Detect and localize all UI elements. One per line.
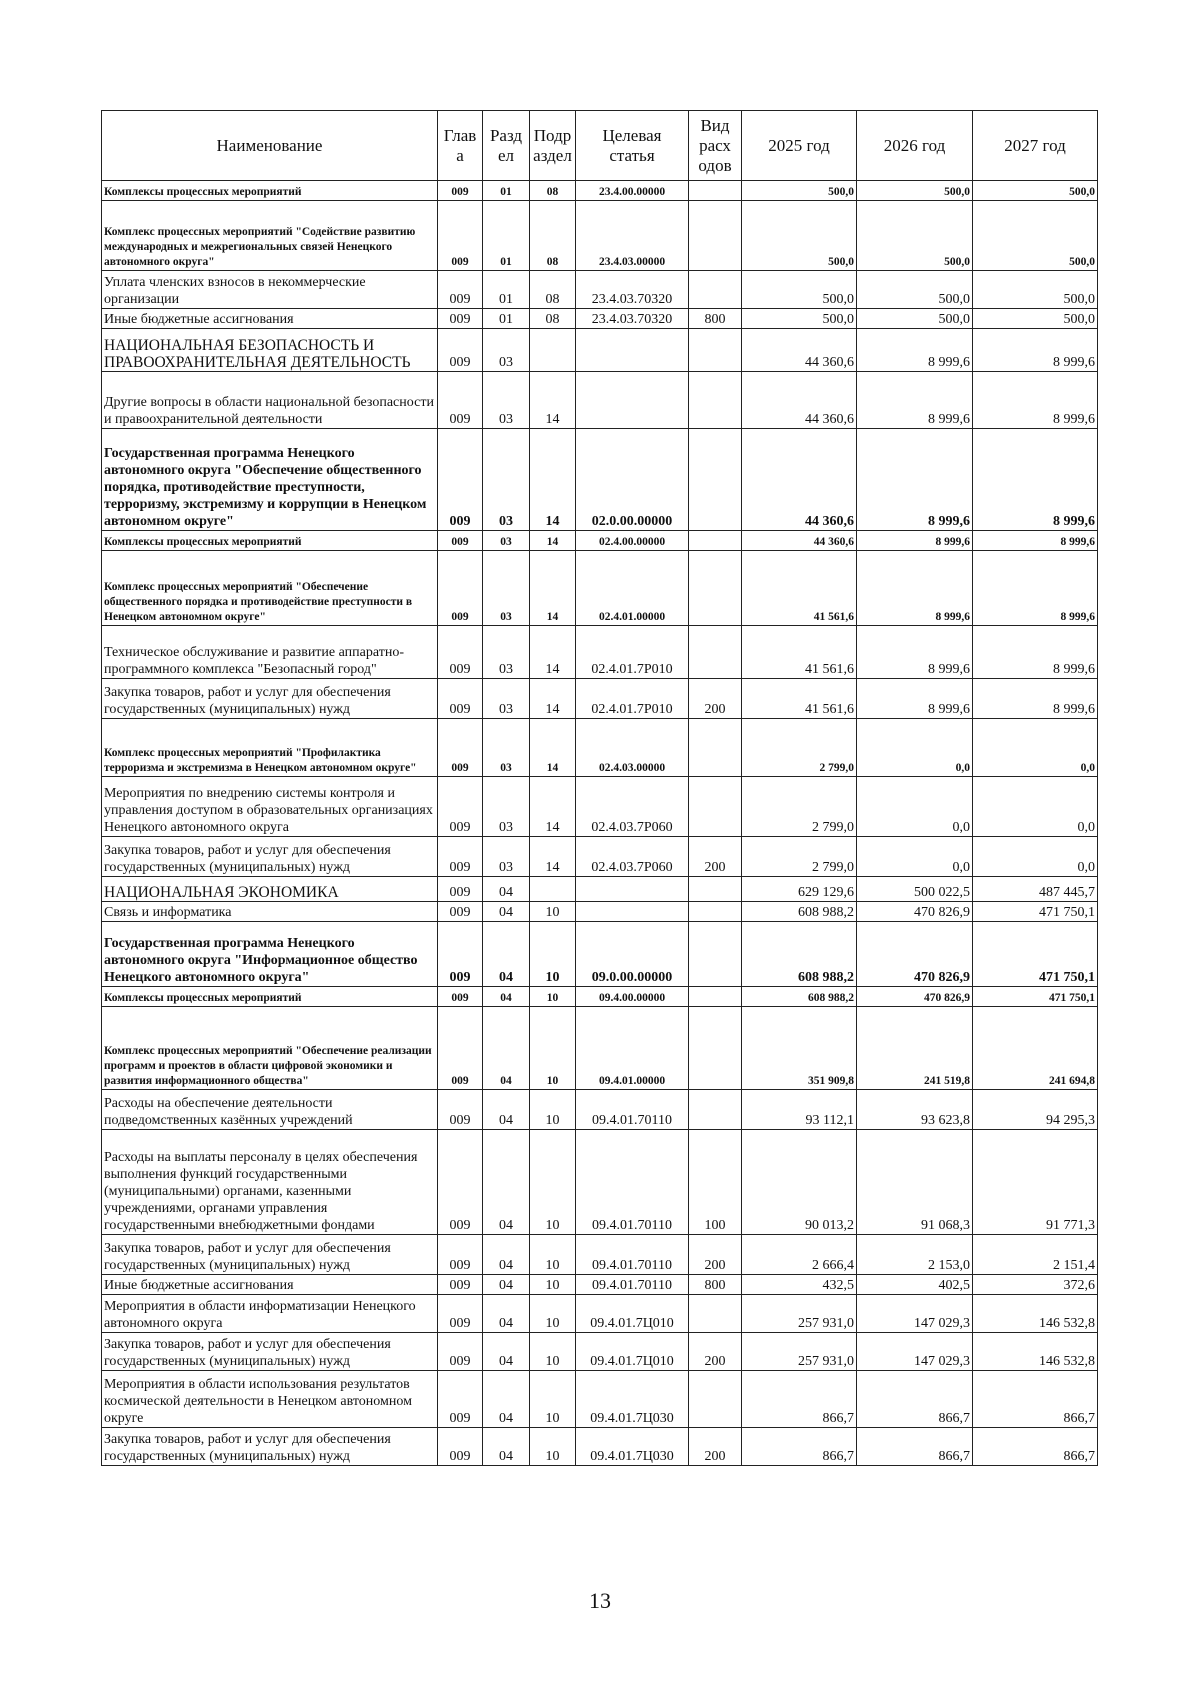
row-subsection: 14 [530,679,576,719]
row-target-article: 09.4.01.70110 [576,1130,689,1235]
row-amount-2025: 866,7 [742,1371,857,1428]
row-expense-type [689,719,742,777]
row-expense-type [689,181,742,201]
row-target-article [576,877,689,902]
row-section: 03 [483,429,530,531]
row-name: Комплекс процессных мероприятий "Обеспечение реализации программ и проектов в области цифровой экономики и развития информационного общества" [102,1007,438,1090]
table-row [102,1235,1098,1275]
row-amount-2026: 0,0 [857,837,973,877]
row-amount-2025: 500,0 [742,271,857,309]
row-section: 03 [483,531,530,551]
row-amount-2026: 8 999,6 [857,679,973,719]
row-target-article: 02.4.01.7Р010 [576,626,689,679]
table-row [102,181,1098,201]
row-subsection: 10 [530,1275,576,1295]
row-amount-2027: 487 445,7 [973,877,1098,902]
row-expense-type [689,777,742,837]
row-amount-2025: 629 129,6 [742,877,857,902]
row-name: Комплексы процессных мероприятий [102,531,438,551]
row-chapter: 009 [438,201,483,271]
row-amount-2026: 91 068,3 [857,1130,973,1235]
table-row [102,626,1098,679]
row-expense-type: 200 [689,1333,742,1371]
table-row [102,987,1098,1007]
row-chapter: 009 [438,719,483,777]
row-chapter: 009 [438,679,483,719]
table-body [102,181,1098,1466]
row-subsection [530,329,576,372]
row-chapter: 009 [438,777,483,837]
row-section: 04 [483,877,530,902]
row-subsection: 10 [530,902,576,922]
row-amount-2025: 500,0 [742,181,857,201]
row-chapter: 009 [438,902,483,922]
row-name: Техническое обслуживание и развитие аппаратно-программного комплекса "Безопасный город" [102,626,438,679]
row-section: 01 [483,271,530,309]
row-amount-2027: 8 999,6 [973,531,1098,551]
row-subsection: 10 [530,1428,576,1466]
row-amount-2027: 91 771,3 [973,1130,1098,1235]
row-amount-2027: 866,7 [973,1371,1098,1428]
row-chapter: 009 [438,329,483,372]
row-amount-2025: 608 988,2 [742,902,857,922]
row-subsection: 10 [530,1295,576,1333]
row-subsection: 10 [530,1130,576,1235]
table-row [102,201,1098,271]
row-expense-type [689,1371,742,1428]
row-name: Уплата членских взносов в некоммерческие организации [102,271,438,309]
row-amount-2027: 8 999,6 [973,626,1098,679]
row-subsection: 14 [530,531,576,551]
row-target-article: 02.4.01.00000 [576,551,689,626]
row-subsection: 10 [530,1007,576,1090]
row-target-article: 02.4.01.7Р010 [576,679,689,719]
row-amount-2026: 8 999,6 [857,626,973,679]
row-amount-2027: 372,6 [973,1275,1098,1295]
row-amount-2026: 500,0 [857,181,973,201]
row-amount-2026: 2 153,0 [857,1235,973,1275]
row-amount-2027: 500,0 [973,201,1098,271]
row-expense-type [689,922,742,987]
row-amount-2025: 41 561,6 [742,626,857,679]
row-target-article: 02.4.03.00000 [576,719,689,777]
row-chapter: 009 [438,372,483,429]
header-year-2025: 2025 год [742,111,857,181]
row-subsection: 10 [530,987,576,1007]
row-target-article [576,329,689,372]
row-amount-2025: 2 799,0 [742,837,857,877]
row-subsection: 08 [530,271,576,309]
row-name: Закупка товаров, работ и услуг для обеспечения государственных (муниципальных) нужд [102,837,438,877]
row-chapter: 009 [438,309,483,329]
table-row [102,1428,1098,1466]
table-row [102,902,1098,922]
row-amount-2027: 241 694,8 [973,1007,1098,1090]
row-amount-2025: 44 360,6 [742,531,857,551]
row-chapter: 009 [438,1295,483,1333]
row-section: 04 [483,1007,530,1090]
row-section: 04 [483,1130,530,1235]
row-amount-2027: 8 999,6 [973,551,1098,626]
row-subsection: 10 [530,1371,576,1428]
row-amount-2026: 0,0 [857,777,973,837]
row-expense-type [689,1007,742,1090]
table-row [102,777,1098,837]
row-section: 03 [483,372,530,429]
row-amount-2025: 500,0 [742,201,857,271]
row-subsection: 10 [530,1090,576,1130]
row-subsection: 14 [530,777,576,837]
row-amount-2027: 0,0 [973,777,1098,837]
row-chapter: 009 [438,1275,483,1295]
row-chapter: 009 [438,987,483,1007]
row-name: Мероприятия в области информатизации Ненецкого автономного округа [102,1295,438,1333]
row-expense-type: 200 [689,1235,742,1275]
row-chapter: 009 [438,1007,483,1090]
header-chapter: Глав а [438,111,483,181]
row-expense-type: 200 [689,837,742,877]
row-target-article: 09.4.00.00000 [576,987,689,1007]
row-amount-2025: 2 666,4 [742,1235,857,1275]
row-section: 01 [483,201,530,271]
row-amount-2026: 241 519,8 [857,1007,973,1090]
row-expense-type: 800 [689,1275,742,1295]
row-target-article: 23.4.03.70320 [576,271,689,309]
row-amount-2025: 257 931,0 [742,1295,857,1333]
row-expense-type [689,877,742,902]
row-name: Другие вопросы в области национальной безопасности и правоохранительной деятельности [102,372,438,429]
row-target-article [576,902,689,922]
row-amount-2027: 8 999,6 [973,329,1098,372]
row-amount-2026: 500,0 [857,201,973,271]
header-section: Разд ел [483,111,530,181]
row-subsection: 14 [530,551,576,626]
header-target-article: Целевая статья [576,111,689,181]
row-amount-2025: 44 360,6 [742,429,857,531]
row-chapter: 009 [438,877,483,902]
row-target-article [576,372,689,429]
row-amount-2027: 94 295,3 [973,1090,1098,1130]
table-row [102,1130,1098,1235]
row-amount-2026: 147 029,3 [857,1333,973,1371]
table-row [102,531,1098,551]
row-amount-2027: 500,0 [973,309,1098,329]
row-section: 03 [483,626,530,679]
row-chapter: 009 [438,1333,483,1371]
row-expense-type [689,372,742,429]
row-amount-2025: 608 988,2 [742,987,857,1007]
row-expense-type: 200 [689,679,742,719]
row-target-article: 09.4.01.00000 [576,1007,689,1090]
row-name: Комплексы процессных мероприятий [102,987,438,1007]
row-amount-2026: 470 826,9 [857,922,973,987]
row-section: 01 [483,181,530,201]
row-target-article: 23.4.03.00000 [576,201,689,271]
table-row [102,719,1098,777]
row-amount-2027: 471 750,1 [973,902,1098,922]
row-section: 04 [483,1295,530,1333]
row-name: Комплексы процессных мероприятий [102,181,438,201]
row-amount-2025: 2 799,0 [742,719,857,777]
table-row [102,309,1098,329]
row-target-article: 09.0.00.00000 [576,922,689,987]
table-row [102,429,1098,531]
table-row [102,1007,1098,1090]
row-amount-2025: 41 561,6 [742,551,857,626]
row-amount-2026: 93 623,8 [857,1090,973,1130]
row-subsection: 14 [530,626,576,679]
row-chapter: 009 [438,551,483,626]
row-amount-2025: 257 931,0 [742,1333,857,1371]
row-chapter: 009 [438,181,483,201]
row-section: 01 [483,309,530,329]
row-chapter: 009 [438,429,483,531]
row-chapter: 009 [438,1235,483,1275]
row-chapter: 009 [438,837,483,877]
row-expense-type [689,551,742,626]
row-name: Закупка товаров, работ и услуг для обеспечения государственных (муниципальных) нужд [102,1428,438,1466]
row-amount-2025: 2 799,0 [742,777,857,837]
row-expense-type [689,1295,742,1333]
row-section: 03 [483,329,530,372]
row-section: 03 [483,679,530,719]
row-name: Закупка товаров, работ и услуг для обеспечения государственных (муниципальных) нужд [102,1333,438,1371]
row-expense-type [689,626,742,679]
row-name: НАЦИОНАЛЬНАЯ БЕЗОПАСНОСТЬ И ПРАВООХРАНИТЕЛЬНАЯ ДЕЯТЕЛЬНОСТЬ [102,329,438,372]
row-expense-type [689,329,742,372]
row-name: Иные бюджетные ассигнования [102,1275,438,1295]
row-target-article: 09.4.01.7Ц010 [576,1333,689,1371]
table-header-row [102,111,1098,181]
row-chapter: 009 [438,271,483,309]
row-target-article: 02.4.00.00000 [576,531,689,551]
table-row [102,679,1098,719]
row-chapter: 009 [438,922,483,987]
row-expense-type [689,1090,742,1130]
row-target-article: 09.4.01.7Ц010 [576,1295,689,1333]
row-name: Государственная программа Ненецкого автономного округа "Обеспечение общественного порядка, противодействие преступности, терроризму, экстремизму и коррупции в Ненецком автономном округе" [102,429,438,531]
table-row [102,1295,1098,1333]
row-amount-2025: 432,5 [742,1275,857,1295]
table-row [102,271,1098,309]
row-expense-type: 100 [689,1130,742,1235]
header-subsection: Подр аздел [530,111,576,181]
table-row [102,1333,1098,1371]
row-name: Государственная программа Ненецкого автономного округа "Информационное общество Ненецкого автономного округа" [102,922,438,987]
row-section: 03 [483,777,530,837]
table-row [102,922,1098,987]
page-number: 13 [589,1588,611,1613]
row-expense-type [689,429,742,531]
row-expense-type: 200 [689,1428,742,1466]
row-amount-2026: 8 999,6 [857,551,973,626]
row-section: 04 [483,1371,530,1428]
row-section: 04 [483,922,530,987]
row-amount-2025: 93 112,1 [742,1090,857,1130]
row-chapter: 009 [438,1090,483,1130]
row-amount-2026: 147 029,3 [857,1295,973,1333]
row-amount-2026: 866,7 [857,1371,973,1428]
row-amount-2026: 500,0 [857,271,973,309]
row-name: Мероприятия по внедрению системы контроля и управления доступом в образовательных организациях Ненецкого автономного округа [102,777,438,837]
table-row [102,1371,1098,1428]
row-amount-2027: 471 750,1 [973,922,1098,987]
row-subsection: 14 [530,372,576,429]
row-target-article: 02.4.03.7Р060 [576,837,689,877]
row-amount-2025: 44 360,6 [742,329,857,372]
row-target-article: 23.4.03.70320 [576,309,689,329]
row-expense-type [689,201,742,271]
row-amount-2025: 90 013,2 [742,1130,857,1235]
row-expense-type [689,531,742,551]
row-section: 04 [483,1428,530,1466]
row-chapter: 009 [438,1130,483,1235]
row-amount-2026: 866,7 [857,1428,973,1466]
row-subsection: 08 [530,201,576,271]
row-subsection: 10 [530,1235,576,1275]
row-section: 04 [483,1275,530,1295]
table-row [102,1275,1098,1295]
row-target-article: 09.4.01.7Ц030 [576,1371,689,1428]
table-row [102,551,1098,626]
row-amount-2026: 500 022,5 [857,877,973,902]
row-expense-type [689,987,742,1007]
row-amount-2025: 500,0 [742,309,857,329]
row-chapter: 009 [438,531,483,551]
row-amount-2027: 0,0 [973,719,1098,777]
row-amount-2025: 44 360,6 [742,372,857,429]
row-amount-2026: 402,5 [857,1275,973,1295]
row-name: Комплекс процессных мероприятий "Содействие развитию международных и межрегиональных связей Ненецкого автономного округа" [102,201,438,271]
row-subsection: 10 [530,1333,576,1371]
row-chapter: 009 [438,1428,483,1466]
row-expense-type [689,271,742,309]
row-amount-2027: 146 532,8 [973,1333,1098,1371]
row-name: Закупка товаров, работ и услуг для обеспечения государственных (муниципальных) нужд [102,679,438,719]
row-expense-type: 800 [689,309,742,329]
row-amount-2026: 470 826,9 [857,902,973,922]
row-chapter: 009 [438,1371,483,1428]
row-amount-2027: 8 999,6 [973,429,1098,531]
row-amount-2026: 8 999,6 [857,429,973,531]
row-target-article: 02.0.00.00000 [576,429,689,531]
row-section: 04 [483,902,530,922]
row-amount-2026: 470 826,9 [857,987,973,1007]
row-target-article: 02.4.03.7Р060 [576,777,689,837]
row-amount-2025: 351 909,8 [742,1007,857,1090]
table-row [102,837,1098,877]
row-amount-2026: 500,0 [857,309,973,329]
row-amount-2025: 41 561,6 [742,679,857,719]
row-target-article: 09.4.01.70110 [576,1090,689,1130]
row-section: 04 [483,987,530,1007]
row-subsection: 14 [530,429,576,531]
table-row [102,329,1098,372]
row-name: Расходы на обеспечение деятельности подведомственных казённых учреждений [102,1090,438,1130]
row-amount-2027: 8 999,6 [973,679,1098,719]
row-target-article: 09.4.01.7Ц030 [576,1428,689,1466]
row-subsection: 08 [530,309,576,329]
row-amount-2026: 8 999,6 [857,329,973,372]
row-target-article: 09.4.01.70110 [576,1235,689,1275]
row-target-article: 09.4.01.70110 [576,1275,689,1295]
row-amount-2027: 866,7 [973,1428,1098,1466]
row-name: Мероприятия в области использования результатов космической деятельности в Ненецком автономном округе [102,1371,438,1428]
row-amount-2027: 2 151,4 [973,1235,1098,1275]
table-row [102,372,1098,429]
row-target-article: 23.4.00.00000 [576,181,689,201]
row-amount-2025: 608 988,2 [742,922,857,987]
row-name: НАЦИОНАЛЬНАЯ ЭКОНОМИКА [102,877,438,902]
row-chapter: 009 [438,626,483,679]
row-section: 04 [483,1333,530,1371]
row-amount-2027: 500,0 [973,181,1098,201]
row-amount-2027: 500,0 [973,271,1098,309]
row-amount-2027: 146 532,8 [973,1295,1098,1333]
row-amount-2027: 8 999,6 [973,372,1098,429]
row-amount-2026: 0,0 [857,719,973,777]
header-year-2027: 2027 год [973,111,1098,181]
row-amount-2027: 0,0 [973,837,1098,877]
row-subsection: 14 [530,719,576,777]
row-amount-2026: 8 999,6 [857,372,973,429]
row-subsection: 10 [530,922,576,987]
row-name: Расходы на выплаты персоналу в целях обеспечения выполнения функций государственными (муниципальными) органами, казенными учреждениями, органами управления государственными внебюджетными фондами [102,1130,438,1235]
row-expense-type [689,902,742,922]
row-amount-2026: 8 999,6 [857,531,973,551]
row-section: 03 [483,551,530,626]
budget-table [101,110,1098,1466]
row-subsection: 14 [530,837,576,877]
table-row [102,1090,1098,1130]
row-subsection: 08 [530,181,576,201]
header-expense-type: Вид расх одов [689,111,742,181]
row-section: 04 [483,1235,530,1275]
row-amount-2025: 866,7 [742,1428,857,1466]
row-name: Иные бюджетные ассигнования [102,309,438,329]
header-name: Наименование [102,111,438,181]
row-amount-2027: 471 750,1 [973,987,1098,1007]
row-section: 03 [483,837,530,877]
row-name: Комплекс процессных мероприятий "Обеспечение общественного порядка и противодействие преступности в Ненецком автономном округе" [102,551,438,626]
row-name: Связь и информатика [102,902,438,922]
row-name: Закупка товаров, работ и услуг для обеспечения государственных (муниципальных) нужд [102,1235,438,1275]
row-name: Комплекс процессных мероприятий "Профилактика терроризма и экстремизма в Ненецком автономном округе" [102,719,438,777]
row-subsection [530,877,576,902]
row-section: 03 [483,719,530,777]
table-row [102,877,1098,902]
header-year-2026: 2026 год [857,111,973,181]
row-section: 04 [483,1090,530,1130]
